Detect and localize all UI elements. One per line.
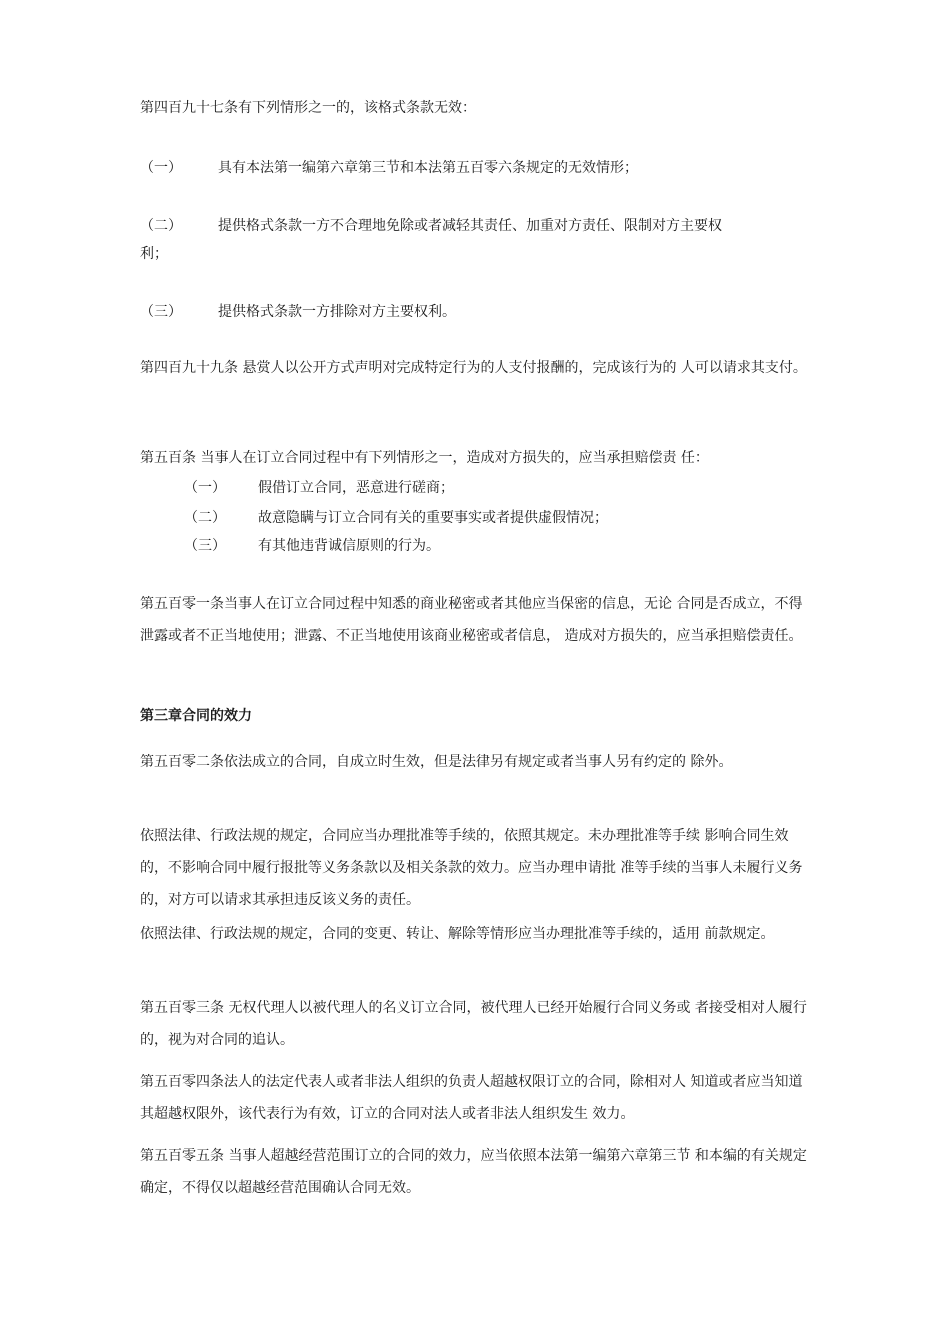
article-503: 第五百零三条 无权代理人以被代理人的名义订立合同，被代理人已经开始履行合同义务或 者接受相对人履行的，视为对合同的追认。 (140, 1000, 807, 1048)
item-text: 有其他违背诚信原则的行为。 (258, 538, 440, 554)
article-497-item-1 (140, 152, 638, 184)
item-number: （二） (184, 510, 226, 526)
article-501: 第五百零一条当事人在订立合同过程中知悉的商业秘密或者其他应当保密的信息，无论 合同是否成立，不得泄露或者不正当地使用；泄露、不正当地使用该商业秘密或者信息， 造成对方损失的，应当承担赔偿责任。 (140, 596, 803, 644)
item-number: （一） (140, 160, 182, 176)
article-499: 第四百九十九条 悬赏人以公开方式声明对完成特定行为的人支付报酬的，完成该行为的 人可以请求其支付。 (140, 360, 807, 376)
article-502-paragraph-2: 依照法律、行政法规的规定，合同应当办理批准等手续的，依照其规定。未办理批准等手续 影响合同生效的，不影响合同中履行报批等义务条款以及相关条款的效力。应当办理申请批 准等手续的当事人未履行义务的，对方可以请求其承担违反该义务的责任。 (140, 828, 803, 908)
item-text: 提供格式条款一方不合理地免除或者减轻其责任、加重对方责任、限制对方主要权 (218, 218, 722, 234)
item-number: （三） (140, 304, 182, 320)
document-page (140, 0, 812, 1344)
item-text: 提供格式条款一方排除对方主要权利。 (218, 304, 456, 320)
item-number: （二） (140, 218, 182, 234)
item-text: 假借订立合同，恶意进行磋商； (258, 480, 454, 496)
article-500-item-1 (184, 472, 454, 504)
item-text: 具有本法第一编第六章第三节和本法第五百零六条规定的无效情形； (218, 160, 638, 176)
chapter-3-title: 第三章合同的效力 (140, 708, 252, 724)
item-text: 故意隐瞒与订立合同有关的重要事实或者提供虚假情况； (258, 510, 608, 526)
article-502-paragraph-3: 依照法律、行政法规的规定，合同的变更、转让、解除等情形应当办理批准等手续的，适用 前款规定。 (140, 926, 775, 942)
article-497-item-2-continuation: 利； (140, 246, 168, 262)
item-number: （一） (184, 480, 226, 496)
article-497-item-2 (140, 210, 722, 242)
article-497-item-3 (140, 296, 456, 328)
article-497-intro: 第四百九十七条有下列情形之一的，该格式条款无效： (140, 100, 476, 116)
article-500-intro: 第五百条 当事人在订立合同过程中有下列情形之一，造成对方损失的，应当承担赔偿责 任： (140, 450, 709, 466)
article-500-item-3 (184, 530, 440, 562)
article-505: 第五百零五条 当事人超越经营范围订立的合同的效力，应当依照本法第一编第六章第三节 和本编的有关规定确定，不得仅以超越经营范围确认合同无效。 (140, 1148, 807, 1196)
article-502-paragraph-1: 第五百零二条依法成立的合同，自成立时生效，但是法律另有规定或者当事人另有约定的 除外。 (140, 754, 733, 770)
item-number: （三） (184, 538, 226, 554)
article-504: 第五百零四条法人的法定代表人或者非法人组织的负责人超越权限订立的合同，除相对人 知道或者应当知道其超越权限外，该代表行为有效，订立的合同对法人或者非法人组织发生 效力。 (140, 1074, 803, 1122)
